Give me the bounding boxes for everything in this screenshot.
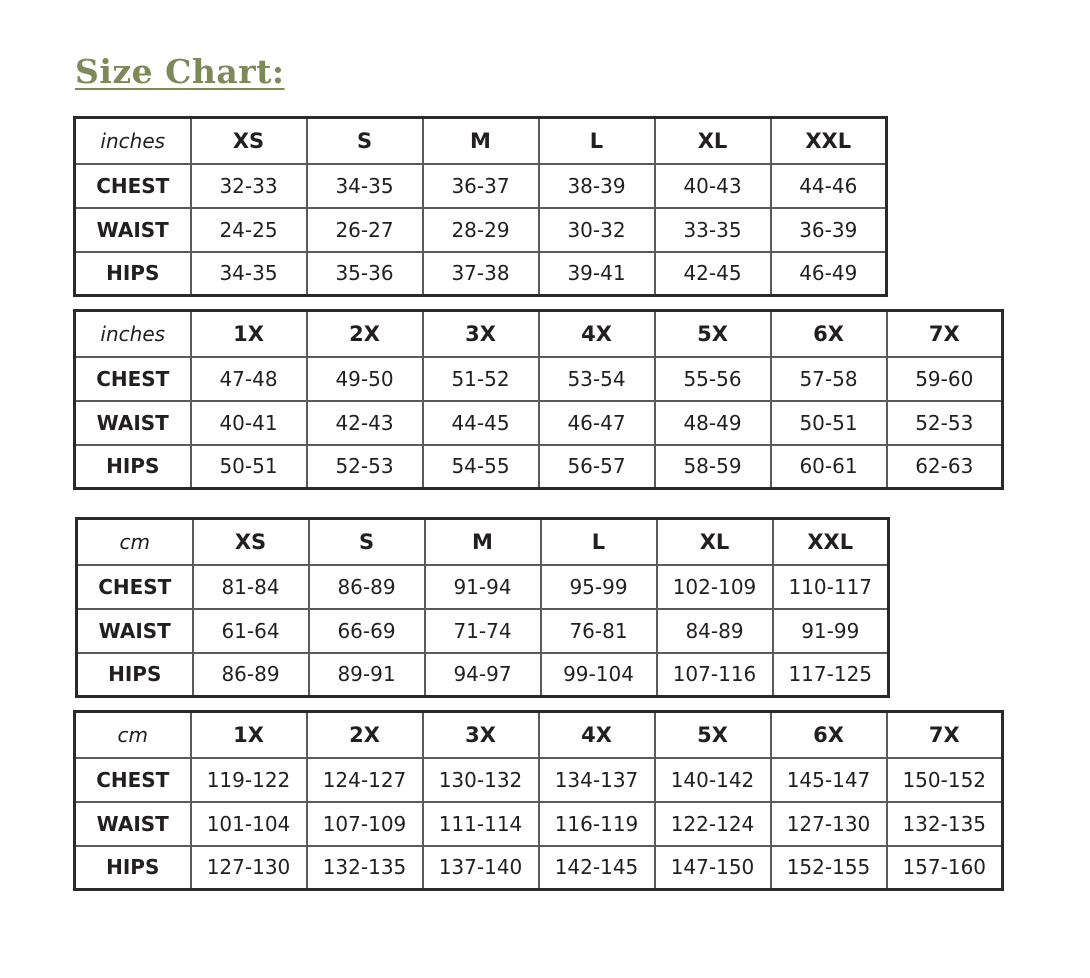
- table-row: [75, 164, 887, 208]
- header-row: [77, 519, 889, 565]
- measurement-value: 116-119: [539, 802, 655, 846]
- measurement-value: 107-109: [307, 802, 423, 846]
- measurement-value: 99-104: [541, 653, 657, 697]
- measurement-value: 86-89: [309, 565, 425, 609]
- size-header: 6X: [771, 712, 887, 758]
- size-header: XXL: [773, 519, 889, 565]
- measurement-value: 42-43: [307, 401, 423, 445]
- measurement-value: 34-35: [307, 164, 423, 208]
- header-row: [75, 118, 887, 164]
- measurement-value: 40-41: [191, 401, 307, 445]
- measurement-value: 50-51: [191, 445, 307, 489]
- size-table-cm-plus: [73, 710, 1004, 891]
- measurement-value: 50-51: [771, 401, 887, 445]
- table-row: [75, 846, 1003, 890]
- unit-label: cm: [75, 712, 191, 758]
- measurement-label: CHEST: [75, 758, 191, 802]
- size-header: XXL: [771, 118, 887, 164]
- size-header: XL: [657, 519, 773, 565]
- measurement-value: 127-130: [771, 802, 887, 846]
- size-header: 4X: [539, 311, 655, 357]
- measurement-value: 95-99: [541, 565, 657, 609]
- measurement-value: 24-25: [191, 208, 307, 252]
- measurement-value: 28-29: [423, 208, 539, 252]
- measurement-value: 40-43: [655, 164, 771, 208]
- measurement-value: 91-94: [425, 565, 541, 609]
- measurement-value: 140-142: [655, 758, 771, 802]
- measurement-value: 42-45: [655, 252, 771, 296]
- measurement-label: CHEST: [75, 164, 191, 208]
- measurement-value: 110-117: [773, 565, 889, 609]
- measurement-label: CHEST: [75, 357, 191, 401]
- table-row: [75, 802, 1003, 846]
- measurement-value: 52-53: [307, 445, 423, 489]
- measurement-value: 36-39: [771, 208, 887, 252]
- measurement-value: 37-38: [423, 252, 539, 296]
- measurement-value: 145-147: [771, 758, 887, 802]
- measurement-label: WAIST: [77, 609, 193, 653]
- table-row: [75, 208, 887, 252]
- measurement-value: 48-49: [655, 401, 771, 445]
- measurement-value: 47-48: [191, 357, 307, 401]
- measurement-value: 102-109: [657, 565, 773, 609]
- measurement-value: 44-45: [423, 401, 539, 445]
- measurement-value: 134-137: [539, 758, 655, 802]
- size-table-inches-standard: [73, 116, 888, 297]
- size-header: M: [425, 519, 541, 565]
- measurement-value: 53-54: [539, 357, 655, 401]
- measurement-value: 62-63: [887, 445, 1003, 489]
- size-header: XS: [193, 519, 309, 565]
- measurement-value: 137-140: [423, 846, 539, 890]
- measurement-value: 89-91: [309, 653, 425, 697]
- unit-label: cm: [77, 519, 193, 565]
- measurement-value: 86-89: [193, 653, 309, 697]
- measurement-label: WAIST: [75, 208, 191, 252]
- measurement-value: 44-46: [771, 164, 887, 208]
- measurement-label: WAIST: [75, 401, 191, 445]
- size-header: L: [539, 118, 655, 164]
- measurement-value: 59-60: [887, 357, 1003, 401]
- measurement-value: 71-74: [425, 609, 541, 653]
- unit-label: inches: [75, 311, 191, 357]
- size-header: S: [307, 118, 423, 164]
- measurement-value: 35-36: [307, 252, 423, 296]
- measurement-value: 49-50: [307, 357, 423, 401]
- size-header: XL: [655, 118, 771, 164]
- measurement-value: 54-55: [423, 445, 539, 489]
- measurement-value: 152-155: [771, 846, 887, 890]
- measurement-value: 150-152: [887, 758, 1003, 802]
- measurement-value: 66-69: [309, 609, 425, 653]
- measurement-value: 157-160: [887, 846, 1003, 890]
- measurement-label: CHEST: [77, 565, 193, 609]
- measurement-value: 76-81: [541, 609, 657, 653]
- measurement-value: 30-32: [539, 208, 655, 252]
- measurement-value: 39-41: [539, 252, 655, 296]
- size-header: 1X: [191, 712, 307, 758]
- measurement-value: 33-35: [655, 208, 771, 252]
- measurement-value: 46-47: [539, 401, 655, 445]
- size-header: 2X: [307, 712, 423, 758]
- measurement-value: 132-135: [887, 802, 1003, 846]
- table-row: [77, 653, 889, 697]
- measurement-value: 142-145: [539, 846, 655, 890]
- size-header: 3X: [423, 712, 539, 758]
- measurement-label: HIPS: [75, 445, 191, 489]
- measurement-value: 122-124: [655, 802, 771, 846]
- measurement-value: 58-59: [655, 445, 771, 489]
- measurement-label: HIPS: [77, 653, 193, 697]
- size-header: 5X: [655, 712, 771, 758]
- table-row: [75, 252, 887, 296]
- size-header: 4X: [539, 712, 655, 758]
- measurement-label: HIPS: [75, 252, 191, 296]
- measurement-value: 34-35: [191, 252, 307, 296]
- size-header: 3X: [423, 311, 539, 357]
- measurement-value: 147-150: [655, 846, 771, 890]
- measurement-value: 55-56: [655, 357, 771, 401]
- measurement-value: 81-84: [193, 565, 309, 609]
- table-row: [75, 357, 1003, 401]
- table-row: [77, 609, 889, 653]
- table-row: [75, 758, 1003, 802]
- measurement-value: 107-116: [657, 653, 773, 697]
- measurement-value: 94-97: [425, 653, 541, 697]
- size-header: 2X: [307, 311, 423, 357]
- table-row: [75, 401, 1003, 445]
- measurement-label: WAIST: [75, 802, 191, 846]
- measurement-value: 36-37: [423, 164, 539, 208]
- size-header: L: [541, 519, 657, 565]
- measurement-value: 38-39: [539, 164, 655, 208]
- size-header: 7X: [887, 712, 1003, 758]
- unit-label: inches: [75, 118, 191, 164]
- size-header: M: [423, 118, 539, 164]
- header-row: [75, 311, 1003, 357]
- measurement-value: 46-49: [771, 252, 887, 296]
- measurement-value: 57-58: [771, 357, 887, 401]
- measurement-value: 84-89: [657, 609, 773, 653]
- measurement-value: 124-127: [307, 758, 423, 802]
- size-header: 6X: [771, 311, 887, 357]
- measurement-value: 60-61: [771, 445, 887, 489]
- table-row: [75, 445, 1003, 489]
- measurement-value: 26-27: [307, 208, 423, 252]
- size-table-cm-standard: [75, 517, 890, 698]
- size-header: XS: [191, 118, 307, 164]
- measurement-value: 119-122: [191, 758, 307, 802]
- measurement-label: HIPS: [75, 846, 191, 890]
- size-header: 5X: [655, 311, 771, 357]
- measurement-value: 32-33: [191, 164, 307, 208]
- measurement-value: 117-125: [773, 653, 889, 697]
- measurement-value: 56-57: [539, 445, 655, 489]
- measurement-value: 130-132: [423, 758, 539, 802]
- size-header: 7X: [887, 311, 1003, 357]
- size-header: 1X: [191, 311, 307, 357]
- header-row: [75, 712, 1003, 758]
- measurement-value: 52-53: [887, 401, 1003, 445]
- measurement-value: 132-135: [307, 846, 423, 890]
- page-title: Size Chart:: [75, 52, 285, 91]
- measurement-value: 127-130: [191, 846, 307, 890]
- size-table-inches-plus: [73, 309, 1004, 490]
- measurement-value: 61-64: [193, 609, 309, 653]
- size-header: S: [309, 519, 425, 565]
- measurement-value: 51-52: [423, 357, 539, 401]
- measurement-value: 111-114: [423, 802, 539, 846]
- measurement-value: 101-104: [191, 802, 307, 846]
- measurement-value: 91-99: [773, 609, 889, 653]
- table-row: [77, 565, 889, 609]
